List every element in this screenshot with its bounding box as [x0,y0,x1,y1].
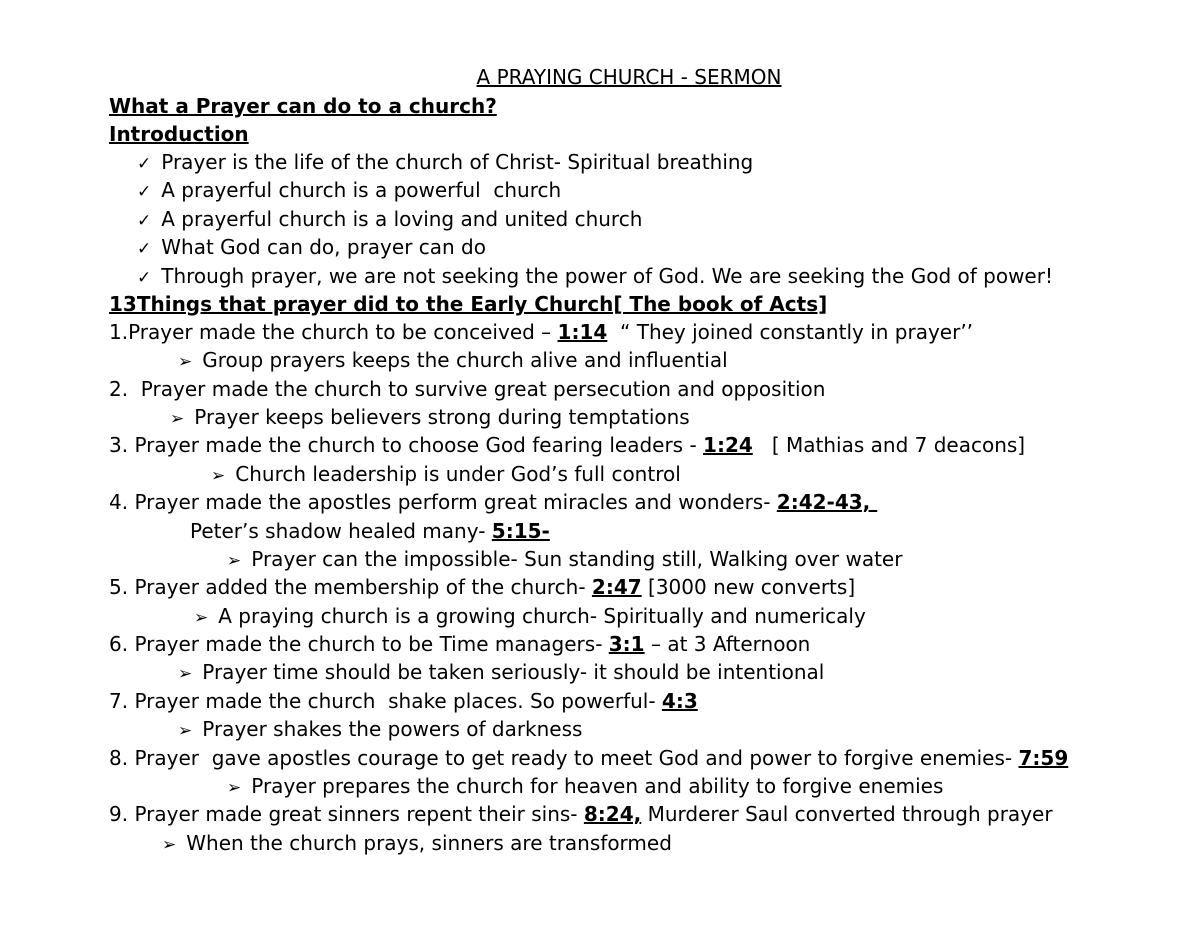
scripture-ref: 7:59 [1018,746,1069,770]
list-item [109,490,877,514]
sub-point [227,774,943,800]
arrow-bullet-icon: ➢ [194,608,209,628]
item-text: 6. Prayer made the church to be Time managers- [109,632,609,656]
sub-point-text: Church leadership is under God’s full control [235,462,681,486]
item-text: Peter’s shadow healed many- [190,519,492,543]
item-text: 3. Prayer made the church to choose God fearing leaders - [109,433,704,457]
intro-bullet [137,235,486,261]
item-text: 2. Prayer made the church to survive great persecution and opposition [109,377,826,401]
check-icon: ✓ [137,154,152,174]
item-text: [3000 new converts] [641,575,856,599]
intro-bullet [137,264,1053,290]
scripture-ref: 8:24, [583,802,642,826]
arrow-bullet-icon: ➢ [162,835,177,855]
list-item-continuation [190,519,550,543]
subtitle: What a Prayer can do to a church? [109,94,497,118]
intro-bullet [137,150,753,176]
item-text: 9. Prayer made great sinners repent their sins- [109,802,584,826]
sub-point-text: When the church prays, sinners are transformed [186,831,672,855]
arrow-bullet-icon: ➢ [227,778,242,798]
arrow-bullet-icon: ➢ [178,721,193,741]
item-text: [ Mathias and 7 deacons] [752,433,1026,457]
item-text: 1.Prayer made the church to be conceived – [109,320,558,344]
scripture-ref: 4:3 [661,689,698,713]
list-item [109,746,1068,770]
intro-bullet [137,178,561,204]
scripture-ref: 1:14 [557,320,608,344]
scripture-ref: 2:47 [591,575,642,599]
sub-point-text: Prayer shakes the powers of darkness [202,717,583,741]
sub-point-text: Prayer keeps believers strong during temptations [194,405,690,429]
intro-bullet [137,207,642,233]
item-text: 7. Prayer made the church shake places. So powerful- [109,689,662,713]
introduction-heading: Introduction [109,122,249,146]
list-item [109,689,698,713]
sub-point [227,547,902,573]
item-text: 5. Prayer added the membership of the church- [109,575,592,599]
list-item [109,575,855,599]
sub-point-text: Prayer can the impossible- Sun standing still, Walking over water [251,547,903,571]
list-item [109,320,973,344]
sub-point-text: Group prayers keeps the church alive and influential [202,348,728,372]
list-item [109,802,1053,826]
arrow-bullet-icon: ➢ [170,409,185,429]
sub-point [194,604,866,630]
arrow-bullet-icon: ➢ [178,352,193,372]
scripture-ref: 3:1 [608,632,645,656]
scripture-ref: 2:42-43, [776,490,878,514]
check-icon: ✓ [137,211,152,231]
scripture-ref: 1:24 [703,433,753,457]
sub-point [178,348,728,374]
list-item [109,632,810,656]
scripture-ref: 5:15- [491,519,550,543]
intro-bullet-text: Prayer is the life of the church of Christ- Spiritual breathing [161,150,754,174]
intro-bullet-text: A prayerful church is a powerful church [161,178,562,202]
section-heading: 13Things that prayer did to the Early Church[ The book of Acts] [109,292,828,316]
item-text: 8. Prayer gave apostles courage to get ready to meet God and power to forgive enemies- [109,746,1019,770]
item-text: Murderer Saul converted through prayer [641,802,1053,826]
sub-point [211,462,681,488]
list-item [109,433,1025,457]
item-text: 4. Prayer made the apostles perform great miracles and wonders- [109,490,777,514]
sub-point-text: Prayer time should be taken seriously- it should be intentional [202,660,825,684]
sub-point [178,660,824,686]
sub-point [170,405,690,431]
item-text: “ They joined constantly in prayer’’ [607,320,974,344]
check-icon: ✓ [137,268,152,288]
sub-point-text: Prayer prepares the church for heaven and ability to forgive enemies [251,774,944,798]
list-item [109,377,825,401]
arrow-bullet-icon: ➢ [211,466,226,486]
page-title: A PRAYING CHURCH - SERMON [476,65,782,89]
sub-point [162,831,672,857]
check-icon: ✓ [137,239,152,259]
item-text: – at 3 Afternoon [644,632,811,656]
intro-bullet-text: Through prayer, we are not seeking the power of God. We are seeking the God of power! [161,264,1053,288]
sub-point-text: A praying church is a growing church- Spiritually and numericaly [218,604,866,628]
intro-bullet-text: What God can do, prayer can do [161,235,486,259]
arrow-bullet-icon: ➢ [227,551,242,571]
sub-point [178,717,582,743]
intro-bullet-text: A prayerful church is a loving and united church [161,207,643,231]
check-icon: ✓ [137,182,152,202]
arrow-bullet-icon: ➢ [178,664,193,684]
